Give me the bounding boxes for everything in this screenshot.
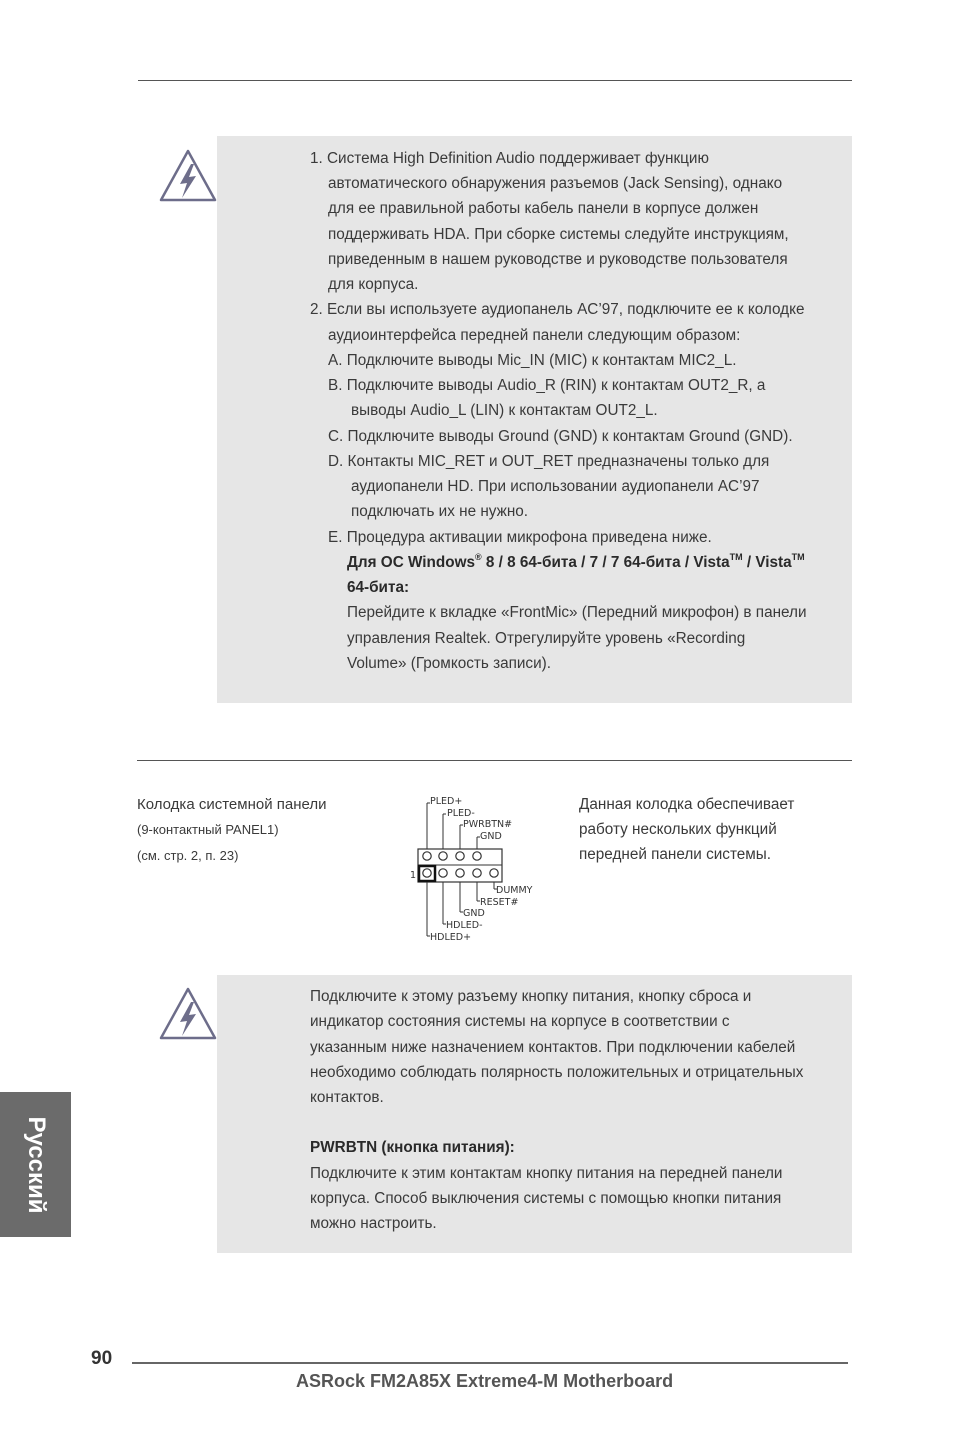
os-title-part: / Vista <box>742 554 792 571</box>
note1-line: A. Подключите выводы Mic_IN (MIC) к контактам MIC2_L. <box>328 352 737 369</box>
trademark-mark: TM <box>791 551 805 562</box>
note1-line: 2. Если вы используете аудиопанель AC’97, подключите ее к колодке <box>310 301 805 318</box>
pin-label-top: PLED- <box>447 808 475 819</box>
os-body-line: управления Realtek. Отрегулируйте уровень «Recording <box>347 630 746 647</box>
note2-line: указанным ниже назначением контактов. При подключении кабелей <box>310 1039 796 1056</box>
pin-label-bottom: GND <box>463 908 485 919</box>
note1-line: E. Процедура активации микрофона приведена ниже. <box>328 529 712 546</box>
warning-lightning-icon <box>158 986 218 1042</box>
warning-lightning-icon <box>158 148 218 204</box>
note1-line: для ее правильной работы кабель панели в корпусе должен <box>328 200 759 217</box>
note1-line: аудиоинтерфейса передней панели следующим образом: <box>328 327 741 344</box>
panel-header-ref: (см. стр. 2, п. 23) <box>137 848 239 863</box>
language-label: Русский <box>22 1116 50 1213</box>
note1-line: 1. Система High Definition Audio поддерживает функцию <box>310 150 709 167</box>
trademark-mark: TM <box>729 551 743 562</box>
note2-line: Подключите к этим контактам кнопку питания на передней панели <box>310 1165 783 1182</box>
note2-line: корпуса. Способ выключения системы с помощью кнопки питания <box>310 1190 782 1207</box>
pin-label-top: PLED+ <box>430 796 463 807</box>
note1-line: подключать их не нужно. <box>351 503 529 520</box>
note2-line: можно настроить. <box>310 1215 437 1232</box>
os-title-part: 8 / 8 64-бита / 7 / 7 64-бита / Vista <box>481 554 730 571</box>
page-number: 90 <box>91 1348 113 1369</box>
pwrbtn-heading: PWRBTN (кнопка питания): <box>310 1139 515 1156</box>
note1-line: приведенным в нашем руководстве и руководстве пользователя <box>328 251 788 268</box>
panel-header-title: Колодка системной панели <box>137 796 327 813</box>
os-title-cont: 64-бита: <box>347 579 410 596</box>
note2-line: необходимо соблюдать полярность положительных и отрицательных <box>310 1064 804 1081</box>
panel-description-line: передней панели системы. <box>579 846 772 863</box>
note1-line: D. Контакты MIC_RET и OUT_RET предназначены только для <box>328 453 770 470</box>
os-body-line: Volume» (Громкость записи). <box>347 655 551 672</box>
language-side-tab <box>0 1092 71 1237</box>
pin-label-bottom: HDLED- <box>446 920 483 931</box>
os-title-part: Для ОС Windows <box>347 554 475 571</box>
footer-rule <box>132 1362 848 1364</box>
registered-mark: ® <box>474 551 482 562</box>
pin-label-bottom: HDLED+ <box>430 932 472 943</box>
note1-line: C. Подключите выводы Ground (GND) к контактам Ground (GND). <box>328 428 793 445</box>
note1-line: для корпуса. <box>328 276 419 293</box>
os-title <box>347 553 805 573</box>
top-rule <box>138 80 852 81</box>
pin-label-bottom: RESET# <box>480 897 519 908</box>
pin-label-top: GND <box>480 831 502 842</box>
note2-line: контактов. <box>310 1089 384 1106</box>
note1-line: B. Подключите выводы Audio_R (RIN) к контактам OUT2_R, а <box>328 377 766 394</box>
os-body-line: Перейдите к вкладке «FrontMic» (Передний микрофон) в панели <box>347 604 807 621</box>
note1-line: автоматического обнаружения разъемов (Jack Sensing), однако <box>328 175 783 192</box>
note1-line: поддерживать HDA. При сборке системы следуйте инструкциям, <box>328 226 789 243</box>
pin-one-marker: 1 <box>410 870 417 881</box>
pin-label-top: PWRBTN# <box>463 819 513 830</box>
panel-description-line: работу нескольких функций <box>579 821 777 838</box>
section-rule <box>137 760 852 761</box>
panel-description-line: Данная колодка обеспечивает <box>579 796 795 813</box>
panel-pin-diagram <box>405 792 545 944</box>
note1-line: выводы Audio_L (LIN) к контактам OUT2_L. <box>351 402 658 419</box>
note2-line: индикатор состояния системы на корпусе в соответствии с <box>310 1013 730 1030</box>
footer-title: ASRock FM2A85X Extreme4-M Motherboard <box>296 1371 674 1391</box>
note1-line: аудиопанели HD. При использовании аудиопанели AC’97 <box>351 478 760 495</box>
note2-line: Подключите к этому разъему кнопку питания, кнопку сброса и <box>310 988 752 1005</box>
pin-label-bottom: DUMMY <box>496 885 533 896</box>
panel-header-subtitle: (9-контактный PANEL1) <box>137 822 279 837</box>
